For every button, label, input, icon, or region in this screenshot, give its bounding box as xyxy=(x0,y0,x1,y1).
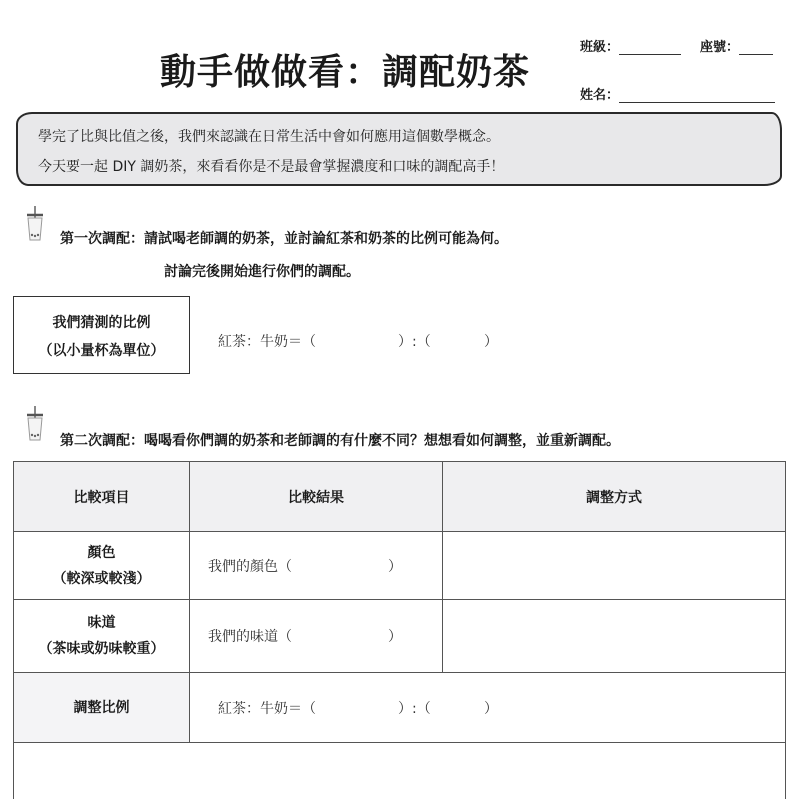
milk-tea-cup-icon xyxy=(25,404,45,444)
class-blank[interactable] xyxy=(619,41,681,55)
item-color-label: 顏色 xyxy=(87,544,116,561)
comparison-table xyxy=(13,461,785,799)
step1-instruction-2: 討論完後開始進行你們的調配。 xyxy=(164,264,360,280)
step1-instruction: 第一次調配：請試喝老師調的奶茶，並討論紅茶和奶茶的比例可能為何。 xyxy=(60,231,508,247)
ratio-mid: ）:（ xyxy=(398,334,431,350)
header-result: 比較結果 xyxy=(190,462,443,532)
table-header-row xyxy=(14,462,786,532)
class-label: 班級： xyxy=(580,40,620,55)
guess-ratio-label-box xyxy=(13,296,190,374)
seat-blank[interactable] xyxy=(739,41,773,55)
table-row xyxy=(14,743,786,799)
table-row xyxy=(14,532,786,600)
milk-tea-cup-icon xyxy=(25,204,45,244)
intro-line-2: 今天要一起 DIY 調奶茶，來看看你是不是最會掌握濃度和口味的調配高手！ xyxy=(38,159,505,175)
adjust-ratio-end: ） xyxy=(484,700,498,717)
ratio-end: ） xyxy=(484,334,498,350)
item-taste-hint: （茶味或奶味較重） xyxy=(38,641,165,657)
table-row xyxy=(14,600,786,673)
intro-line-1: 學完了比與比值之後，我們來認識在日常生活中會如何應用這個數學概念。 xyxy=(38,129,500,145)
result-color-end: ） xyxy=(388,558,402,575)
adjust-ratio-field[interactable] xyxy=(190,673,786,743)
intro-box xyxy=(16,112,782,186)
adjust-taste-field[interactable] xyxy=(443,600,786,673)
name-label: 姓名： xyxy=(580,88,620,103)
ratio-text: 紅茶：牛奶＝（ xyxy=(218,334,316,350)
guess-ratio-field[interactable] xyxy=(218,331,518,351)
name-blank[interactable] xyxy=(619,89,775,103)
result-taste-end: ） xyxy=(388,629,402,645)
step2-instruction: 第二次調配：喝喝看你們調的奶茶和老師調的有什麼不同？想想看如何調整，並重新調配。 xyxy=(60,433,620,449)
result-color-field[interactable] xyxy=(190,532,443,600)
header-adjust: 調整方式 xyxy=(443,462,786,532)
item-color-hint: （較深或較淺） xyxy=(52,570,151,587)
item-taste xyxy=(14,600,190,673)
adjust-color-field[interactable] xyxy=(443,532,786,600)
guess-label-1: 我們猜測的比例 xyxy=(52,315,151,331)
seat-field[interactable] xyxy=(700,36,773,55)
item-color xyxy=(14,532,190,600)
adjust-ratio-label: 調整比例 xyxy=(14,673,190,743)
table-row xyxy=(14,673,786,743)
name-field[interactable] xyxy=(580,84,775,103)
result-taste-field[interactable] xyxy=(190,600,443,673)
seat-label: 座號： xyxy=(700,40,740,55)
adjust-ratio-mid: ）:（ xyxy=(398,700,431,717)
class-field[interactable] xyxy=(580,36,681,55)
guess-label-2: （以小量杯為單位） xyxy=(38,343,165,359)
adjust-ratio-text: 紅茶：牛奶＝（ xyxy=(218,700,316,717)
result-color-text: 我們的顏色（ xyxy=(208,558,292,575)
extra-row-cell[interactable] xyxy=(14,743,786,799)
header-item: 比較項目 xyxy=(14,462,190,532)
item-taste-label: 味道 xyxy=(87,615,116,631)
result-taste-text: 我們的味道（ xyxy=(208,629,292,645)
page-title: 動手做做看：調配奶茶 xyxy=(160,52,531,93)
